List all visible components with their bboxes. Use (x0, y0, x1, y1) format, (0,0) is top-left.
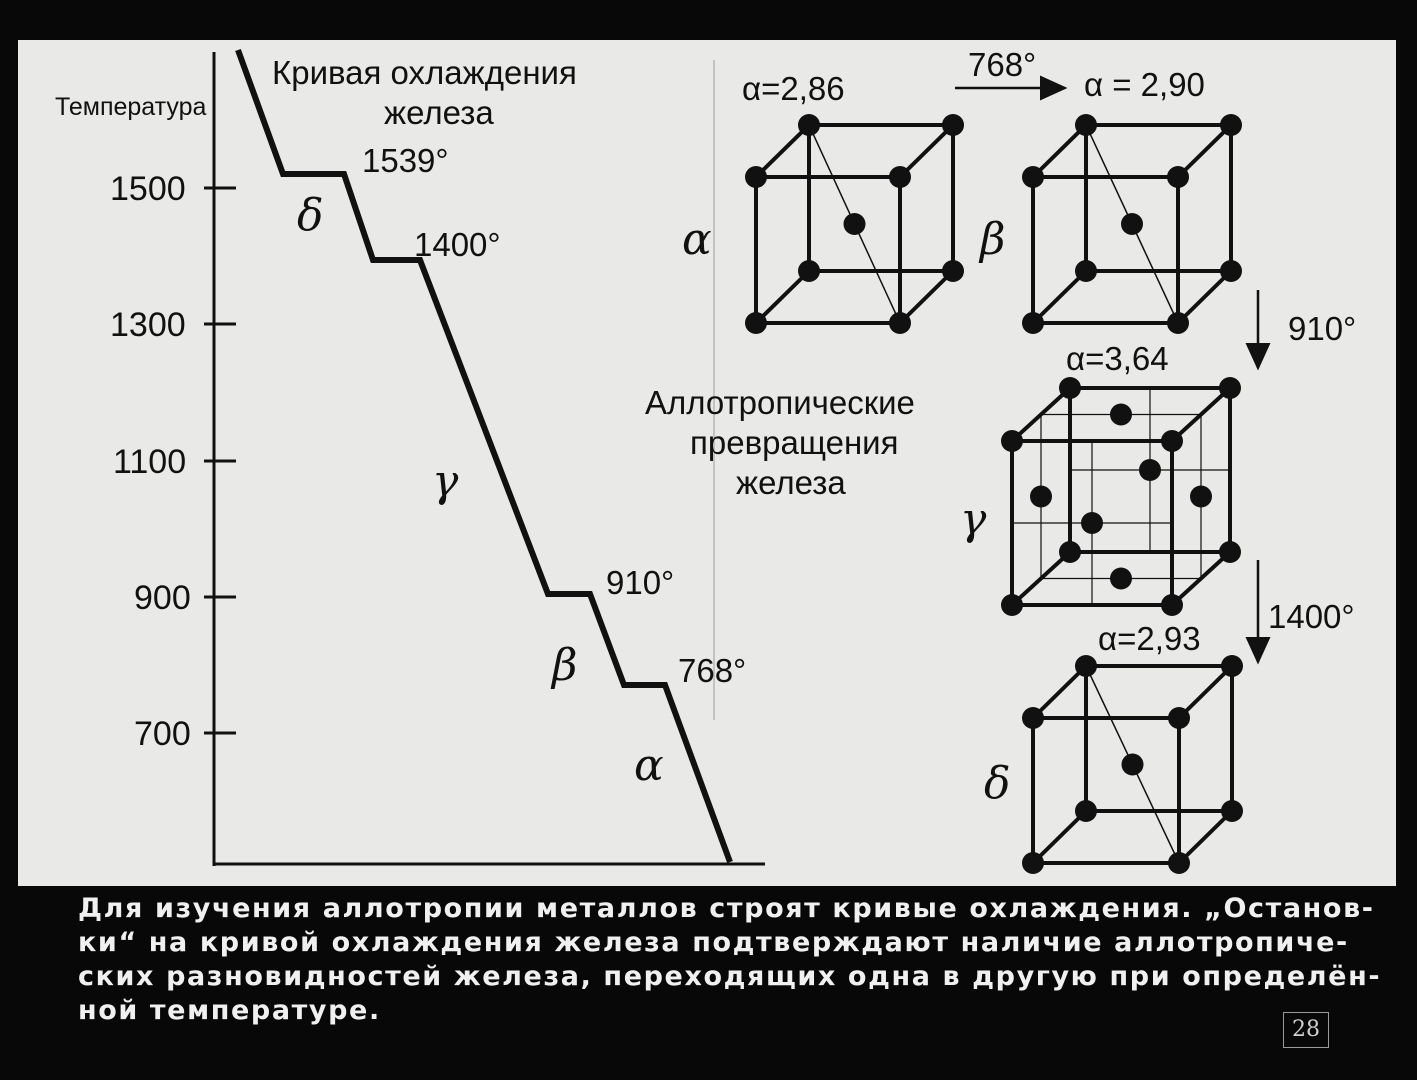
phase-label-gamma: γ (432, 456, 459, 507)
y-axis-label: Температура (55, 93, 207, 121)
atom (1022, 707, 1044, 729)
transition-temp-768: 768° (968, 46, 1037, 83)
atom (1075, 114, 1097, 136)
atom (1220, 260, 1242, 282)
phase-label-beta: β (552, 640, 578, 691)
phase-label-delta: δ (297, 190, 324, 241)
atom (889, 312, 911, 334)
tick-label-700: 700 (134, 715, 191, 753)
atom (1059, 541, 1081, 563)
halt-temp-1539: 1539° (362, 142, 449, 179)
atom (798, 114, 820, 136)
caption-line-1: Для изучения аллотропии металлов строят кривые охлаждения. „Останов- (78, 893, 1375, 924)
tick-label-1300: 1300 (110, 306, 186, 344)
tick-label-900: 900 (134, 579, 191, 617)
atom (942, 260, 964, 282)
tick-label-1500: 1500 (110, 170, 186, 208)
atom (844, 213, 866, 235)
lattice-delta (1022, 655, 1243, 874)
atom (798, 260, 820, 282)
atom (745, 166, 767, 188)
halt-temp-1400: 1400° (414, 226, 501, 263)
atom (1139, 459, 1161, 481)
atom (1001, 594, 1023, 616)
curve-title-line2: железа (384, 94, 494, 131)
lattice-gamma (1001, 377, 1241, 616)
transition-temp-910: 910° (1288, 310, 1357, 347)
atom (1001, 430, 1023, 452)
lattice-param-delta: α=2,93 (1098, 620, 1201, 657)
lattice-letter-gamma: γ (960, 494, 987, 545)
atom (1190, 486, 1212, 508)
lattice-param-beta: α = 2,90 (1084, 66, 1205, 103)
atom (1022, 852, 1044, 874)
lattice-beta (1022, 114, 1242, 334)
atom (942, 114, 964, 136)
allotropy-title-line2: превращения (690, 424, 899, 461)
halt-temp-910: 910° (606, 564, 675, 601)
atom (1220, 114, 1242, 136)
caption-line-3: ских разновидностей железа, переходящих одна в другую при определён- (78, 961, 1382, 992)
atom (1168, 852, 1190, 874)
atom (1219, 541, 1241, 563)
curve-title-line1: Кривая охлаждения (272, 54, 577, 91)
atom (1022, 166, 1044, 188)
atom (1081, 512, 1103, 534)
atom (1075, 655, 1097, 677)
lattice-letter-delta: δ (984, 758, 1011, 809)
allotropy-title-line3: железа (736, 464, 846, 501)
page-number: 28 (1283, 1012, 1329, 1048)
atom (745, 312, 767, 334)
atom (1219, 377, 1241, 399)
tick-label-1100: 1100 (113, 443, 187, 481)
atom (1221, 655, 1243, 677)
atom (1161, 594, 1183, 616)
atom (1122, 754, 1144, 776)
caption-line-2: ки“ на кривой охлаждения железа подтверждают наличие аллотропиче- (78, 927, 1349, 958)
caption (78, 892, 1382, 1028)
atom (1059, 377, 1081, 399)
transition-temp-1400: 1400° (1268, 598, 1355, 635)
y-ticks (204, 188, 236, 733)
lattice-param-alpha: α=2,86 (742, 70, 845, 107)
atom (1221, 800, 1243, 822)
atom (1110, 404, 1132, 426)
atom (1161, 430, 1183, 452)
lattice-param-gamma: α=3,64 (1066, 340, 1169, 377)
lattice-letter-alpha: α (682, 214, 712, 265)
atom (1168, 707, 1190, 729)
atom (1167, 312, 1189, 334)
lattice-alpha (745, 114, 964, 334)
atom (1110, 568, 1132, 590)
lattice-letter-beta: β (980, 214, 1006, 265)
phase-label-alpha: α (634, 740, 664, 791)
atom (1030, 486, 1052, 508)
caption-line-4: ной температуре. (78, 995, 381, 1026)
atom (1121, 213, 1143, 235)
atom (1167, 166, 1189, 188)
allotropy-title-line1: Аллотропические (645, 384, 915, 421)
halt-temp-768: 768° (678, 652, 747, 689)
atom (889, 166, 911, 188)
atom (1075, 800, 1097, 822)
atom (1022, 312, 1044, 334)
atom (1075, 260, 1097, 282)
